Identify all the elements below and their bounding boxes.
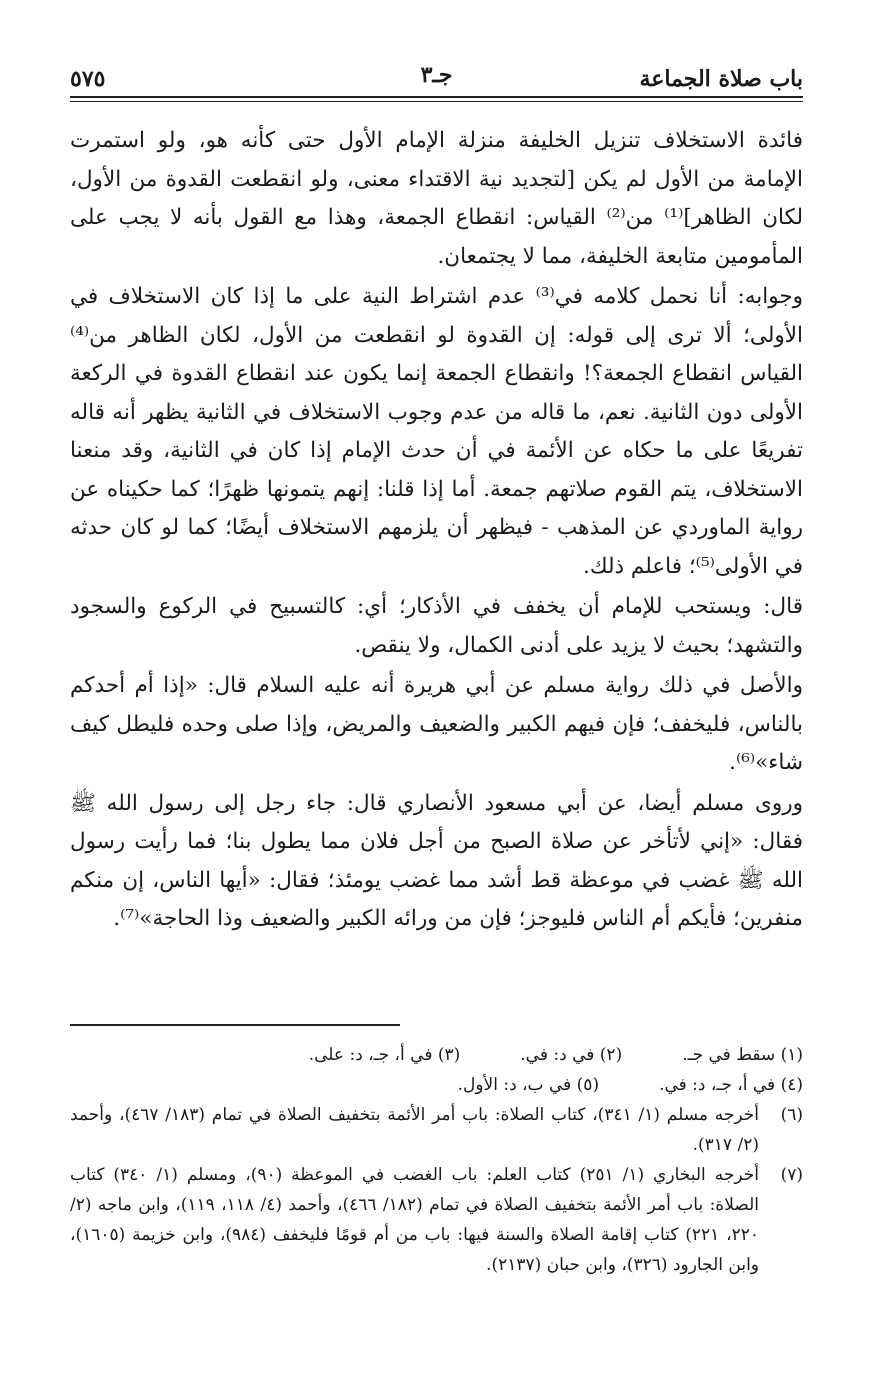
footnote-item: (٣) في أ، جـ، د: على.: [308, 1045, 461, 1065]
footnote-text: أخرجه مسلم (١/ ٣٤١)، كتاب الصلاة: باب أمر الأئمة بتخفيف الصلاة في تمام (١٨٣/ ٤٦٧)، وأحمد (٢/ ٣١٧).: [70, 1105, 759, 1155]
footnote-separator: [70, 1024, 400, 1026]
footnote-item: [70, 1160, 803, 1280]
footnote-item: (٢) في د: في.: [520, 1045, 623, 1065]
paragraph: وجوابه: أنا نحمل كلامه في⁽³⁾ عدم اشتراط النية على ما إذا كان الاستخلاف في الأولى؛ ألا ترى إلى قوله: إن القدوة لو انقطعت من الأول، لكان الظاهر من⁽⁴⁾ القياس انقطاع الجمعة؟! وانقطاع الجمعة إنما يكون عند انقطاع القدوة في الركعة الأولى دون الثانية. نعم، ما قاله من عدم وجوب الاستخلاف في الثانية يظهر أنه قاله تفريعًا على ما حكاه عن الأئمة في أن حدث الإمام إذا كان في الثانية، وقد منعنا الاستخلاف، يتم القوم صلاتهم جمعة. أما إذا قلنا: إنهم يتمونها ظهرًا؛ كما حكيناه عن رواية الماوردي عن المذهب - فيظهر أن يلزمهم الاستخلاف أيضًا؛ كما لو كان حدثه في الأولى⁽⁵⁾؛ فاعلم ذلك.: [70, 284, 803, 579]
footnote-item: (٥) في ب، د: الأول.: [457, 1075, 600, 1095]
header-rule-thin: [70, 101, 803, 102]
page-number: ٥٧٥: [70, 66, 106, 92]
running-header: [70, 52, 803, 92]
paragraph: وروى مسلم أيضا، عن أبي مسعود الأنصاري قال: جاء رجل إلى رسول الله ﷺ فقال: «إني لأتأخر عن صلاة الصبح من أجل فلان مما يطول بنا؛ فما رأيت رسول الله ﷺ غضب في موعظة قط أشد مما غضب يومئذ؛ فقال: «أيها الناس، إن منكم منفرين؛ فأيكم أم الناس فليوجز؛ فإن من ورائه الكبير والضعيف وذا الحاجة»⁽⁷⁾.: [70, 790, 803, 931]
paragraph: قال: ويستحب للإمام أن يخفف في الأذكار؛ أي: كالتسبيح في الركوع والسجود والتشهد؛ بحيث لا يزيد على أدنى الكمال، ولا ينقص.: [70, 594, 803, 658]
footnote-number: (٦): [780, 1105, 803, 1125]
footnote-item: (٤) في أ، جـ، د: في.: [659, 1075, 803, 1095]
chapter-title: باب صلاة الجماعة: [639, 66, 803, 92]
footnote-item: (١) سقط في جـ.: [682, 1045, 803, 1065]
footnote-item: [70, 1100, 803, 1160]
header-rule: [70, 96, 803, 98]
footnote-number: (٧): [780, 1165, 803, 1185]
paragraph: فائدة الاستخلاف تنزيل الخليفة منزلة الإمام الأول حتى كأنه هو، ولو استمرت الإمامة من الأول لم يكن [لتجديد نية الاقتداء معنى، ولو انقطعت القدوة من الأول، لكان الظاهر]⁽¹⁾ من⁽²⁾ القياس: انقطاع الجمعة، وهذا مع القول بأنه لا يجب على المأمومين متابعة الخليفة، مما لا يجتمعان.: [70, 128, 803, 269]
footnote-row: [70, 1040, 803, 1070]
footnote-row: [70, 1070, 803, 1100]
footnote-text: أخرجه البخاري (١/ ٢٥١) كتاب العلم: باب الغضب في الموعظة (٩٠)، ومسلم (١/ ٣٤٠) كتاب الصلاة: باب أمر الأئمة بتخفيف الصلاة في تمام (١٨٢/ ٤٦٦)، وأحمد (٤/ ١١٨، ١١٩)، وابن ماجه (٢/ ٢٢٠، ٢٢١) كتاب إقامة الصلاة والسنة فيها: باب من أم قومًا فليخفف (٩٨٤)، وابن خزيمة (١٦٠٥)، وابن الجارود (٣٢٦)، وابن حبان (٢١٣٧).: [70, 1165, 760, 1275]
volume-label: جـ٣: [420, 62, 453, 88]
main-text: [70, 122, 803, 939]
paragraph: والأصل في ذلك رواية مسلم عن أبي هريرة أنه عليه السلام قال: «إذا أم أحدكم بالناس، فليخفف؛ فإن فيهم الكبير والضعيف والمريض، وإذا صلى وحده فليطل كيف شاء»⁽⁶⁾.: [70, 673, 803, 775]
footnotes: [70, 1040, 803, 1280]
